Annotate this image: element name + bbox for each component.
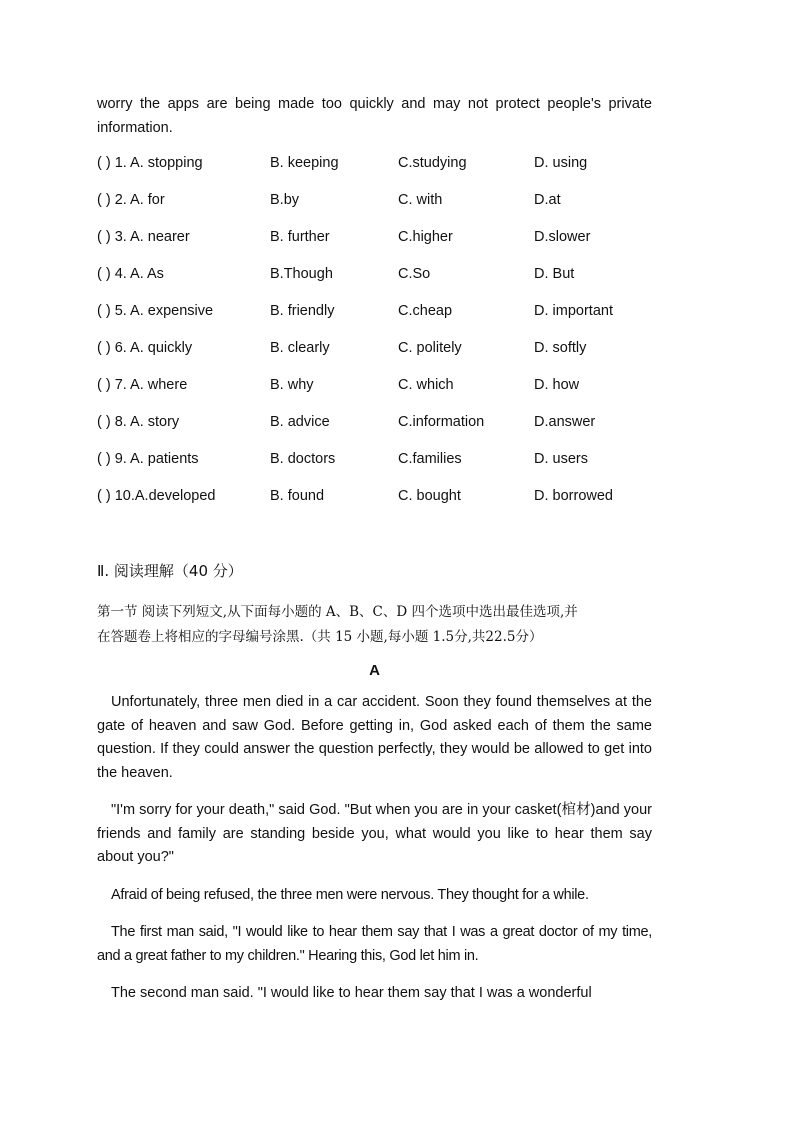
question-row bbox=[97, 339, 652, 376]
section-title: Ⅱ. 阅读理解（40 分） bbox=[97, 562, 243, 580]
question-option-d: D.at bbox=[534, 192, 561, 208]
question-option-d: D. users bbox=[534, 451, 588, 467]
question-option-a: ( ) 1. A. stopping bbox=[97, 155, 203, 171]
question-row bbox=[97, 450, 652, 487]
question-option-a: ( ) 5. A. expensive bbox=[97, 303, 214, 319]
question-option-a: ( ) 9. A. patients bbox=[97, 451, 199, 467]
question-option-b: B. advice bbox=[270, 414, 330, 430]
question-option-d: D.answer bbox=[534, 414, 596, 430]
question-option-a: ( ) 4. A. As bbox=[97, 266, 164, 282]
question-option-b: B. friendly bbox=[270, 303, 335, 319]
question-option-a: ( ) 10.A.developed bbox=[97, 488, 216, 504]
question-row bbox=[97, 228, 652, 265]
question-option-d: D. But bbox=[534, 266, 575, 282]
question-row bbox=[97, 487, 652, 524]
question-option-b: B. why bbox=[270, 377, 314, 393]
question-option-c: C. bought bbox=[398, 488, 461, 504]
passage-paragraph: Unfortunately, three men died in a car accident. Soon they found themselves at the gate of heaven and saw God. Before getting in, God asked each of them the same question. If they could answer the question perfectly, they would be allowed to get into the heaven. bbox=[97, 694, 652, 781]
question-option-b: B. further bbox=[270, 229, 330, 245]
question-option-b: B. keeping bbox=[270, 155, 339, 171]
question-option-d: D. important bbox=[534, 303, 613, 319]
question-option-c: C. which bbox=[398, 377, 454, 393]
question-option-d: D. softly bbox=[534, 340, 587, 356]
question-option-b: B. clearly bbox=[270, 340, 330, 356]
question-row bbox=[97, 265, 652, 302]
question-option-a: ( ) 2. A. for bbox=[97, 192, 165, 208]
document-page bbox=[97, 93, 652, 1020]
question-option-d: D.slower bbox=[534, 229, 591, 245]
question-row bbox=[97, 191, 652, 228]
question-row bbox=[97, 413, 652, 450]
instruction-text bbox=[97, 600, 652, 650]
question-option-c: C.So bbox=[398, 266, 431, 282]
question-option-c: C.higher bbox=[398, 229, 453, 245]
question-row bbox=[97, 154, 652, 191]
question-option-d: D. borrowed bbox=[534, 488, 613, 504]
passage-label: A bbox=[369, 662, 380, 679]
question-option-d: D. how bbox=[534, 377, 580, 393]
question-option-c: C.families bbox=[398, 451, 462, 467]
instruction-line: 第一节 阅读下列短文,从下面每小题的 A、B、C、D 四个选项中选出最佳选项,并 bbox=[97, 604, 578, 620]
intro-paragraph: worry the apps are being made too quickly and may not protect people's private information. bbox=[97, 96, 652, 136]
question-option-c: C. politely bbox=[398, 340, 462, 356]
question-option-b: B.by bbox=[270, 192, 300, 208]
question-option-a: ( ) 3. A. nearer bbox=[97, 229, 190, 245]
question-option-b: B. doctors bbox=[270, 451, 336, 467]
question-option-c: C. with bbox=[398, 192, 443, 208]
question-option-a: ( ) 7. A. where bbox=[97, 377, 188, 393]
passage-paragraph: The first man said, "I would like to hear them say that I was a great doctor of my time, and a great father to my children." Hearing this, God let him in. bbox=[97, 924, 652, 964]
question-option-a: ( ) 6. A. quickly bbox=[97, 340, 193, 356]
question-option-d: D. using bbox=[534, 155, 588, 171]
question-option-b: B. found bbox=[270, 488, 325, 504]
passage-paragraph: Afraid of being refused, the three men were nervous. They thought for a while. bbox=[111, 886, 589, 903]
passage-paragraph: The second man said. "I would like to hear them say that I was a wonderful bbox=[111, 985, 592, 1001]
question-option-b: B.Though bbox=[270, 266, 333, 282]
question-row bbox=[97, 376, 652, 413]
question-option-c: C.cheap bbox=[398, 303, 453, 319]
question-option-a: ( ) 8. A. story bbox=[97, 414, 180, 430]
question-option-c: C.information bbox=[398, 414, 485, 430]
question-option-c: C.studying bbox=[398, 155, 467, 171]
instruction-line: 在答题卷上将相应的字母编号涂黑.（共 15 小题,每小题 1.5分,共22.5分） bbox=[97, 629, 543, 645]
passage-paragraph: "I'm sorry for your death," said God. "But when you are in your casket(棺材)and your friends and family are standing beside you, what would you like to hear them say about you?" bbox=[97, 802, 652, 865]
question-row bbox=[97, 302, 652, 339]
question-list bbox=[97, 154, 652, 524]
